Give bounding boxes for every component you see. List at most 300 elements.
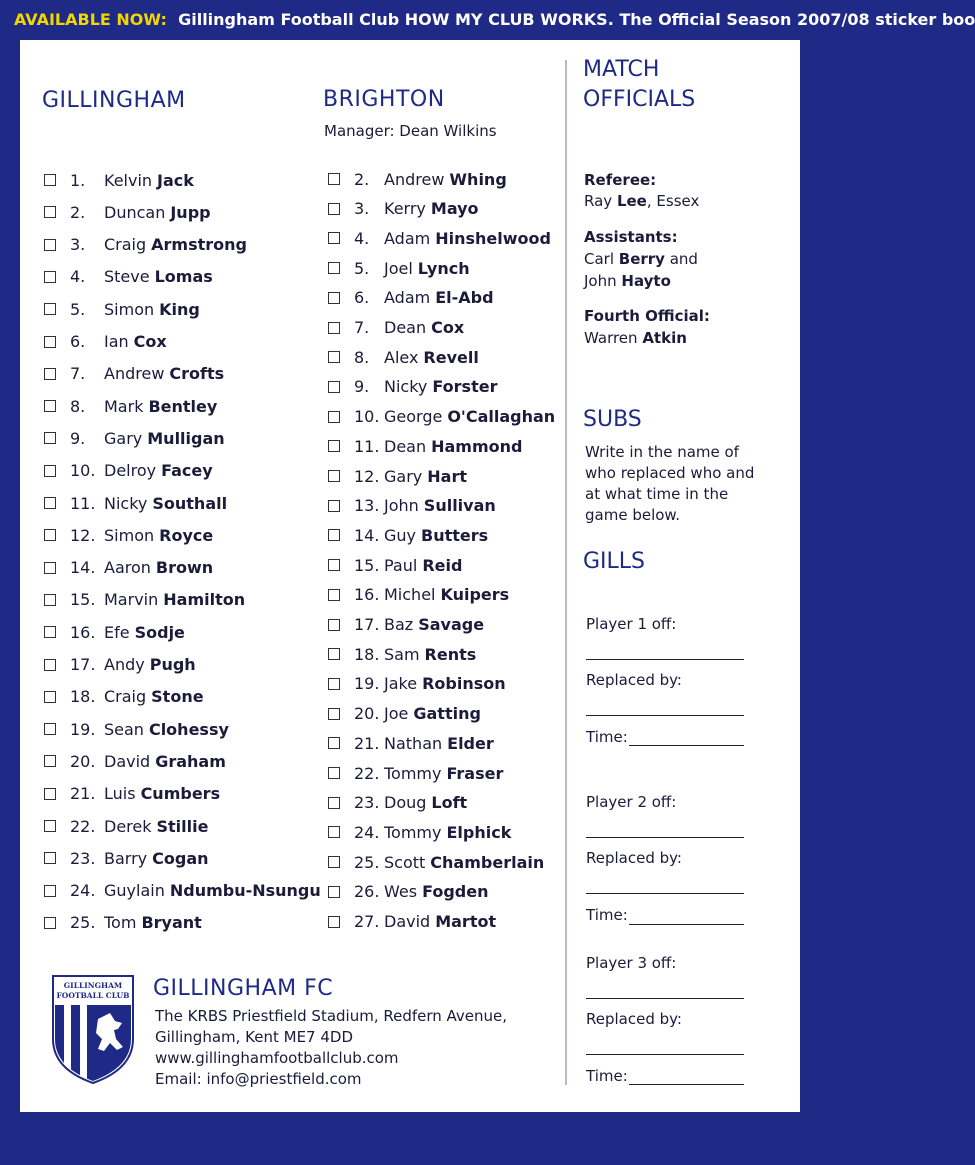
player-last-name: Forster [432,377,498,397]
home-team-title: GILLINGHAM [42,88,186,113]
officials-title-line2: OFFICIALS [583,87,696,112]
player-checkbox[interactable] [328,351,340,363]
player-first-name: Simon [104,299,155,319]
player-last-name: Lomas [154,267,213,287]
home-player-row [44,717,229,741]
player-first-name: Nathan [384,733,443,753]
away-manager: Manager: Dean Wilkins [324,122,497,140]
player-first-name: Andy [104,655,145,674]
away-player-row [328,345,479,369]
player-last-name: Crofts [169,364,225,384]
top-banner [0,0,975,40]
player-number: 19. [70,719,96,739]
player-1-replaced-field[interactable] [586,715,744,716]
player-3-replaced-label: Replaced by: [586,1010,682,1028]
player-first-name: Craig [104,235,147,255]
player-last-name: Clohessy [148,719,229,739]
player-checkbox[interactable] [328,470,340,482]
player-first-name: Kelvin [104,170,153,190]
player-checkbox[interactable] [328,559,340,571]
player-first-name: Kerry [384,199,426,219]
player-checkbox[interactable] [44,852,56,864]
player-last-name: Hart [427,466,467,486]
player-checkbox[interactable] [44,691,56,703]
player-first-name: Duncan [104,202,166,222]
player-number: 14. [70,558,96,578]
player-checkbox[interactable] [44,594,56,606]
player-first-name: Andrew [104,364,165,384]
player-checkbox[interactable] [328,886,340,898]
away-player-row [328,731,494,755]
player-checkbox[interactable] [328,232,340,244]
player-last-name: Hamilton [163,590,246,610]
home-player-row [44,523,213,547]
player-number: 17. [354,615,380,634]
player-last-name: Jack [157,170,194,190]
home-player-row [44,362,224,386]
player-last-name: Hammond [431,436,523,456]
player-first-name: Joel [384,258,413,278]
player-first-name: Adam [384,228,431,248]
player-number: 16. [354,585,380,605]
home-player-row [44,426,225,450]
player-checkbox[interactable] [44,820,56,832]
player-number: 22. [354,763,380,783]
assistant-1-suffix: and [664,250,698,268]
player-first-name: Dean [384,318,427,337]
player-last-name: King [159,299,200,319]
player-checkbox[interactable] [44,917,56,929]
player-number: 23. [70,848,96,868]
player-checkbox[interactable] [44,400,56,412]
fourth-official-name [584,328,687,349]
away-player-row [328,820,511,844]
player-last-name: Sodje [134,622,185,642]
banner-highlight: AVAILABLE NOW: [14,10,167,29]
player-number: 8. [354,347,370,367]
player-first-name: Wes [384,882,418,902]
player-first-name: Paul [384,555,418,575]
player-number: 21. [354,733,380,753]
player-number: 26. [354,882,380,902]
player-first-name: Marvin [104,590,159,610]
player-number: 17. [70,655,96,674]
player-last-name: Chamberlain [430,852,545,872]
player-checkbox[interactable] [44,788,56,800]
player-3-off-field[interactable] [586,998,744,999]
home-player-row [44,297,200,321]
away-player-row [328,910,496,934]
player-number: 15. [354,555,380,575]
away-player-row [328,702,481,726]
player-checkbox[interactable] [44,723,56,735]
player-3-time-label: Time: [586,1067,628,1085]
away-player-row [328,286,494,310]
player-checkbox[interactable] [328,856,340,868]
player-number: 6. [354,288,370,308]
player-first-name: Doug [384,793,427,813]
player-number: 12. [70,525,96,545]
away-player-row [328,553,462,577]
crest-text-line1: GILLINGHAM [63,981,123,990]
player-number: 11. [70,493,96,513]
home-player-row [44,168,194,192]
player-last-name: O'Callaghan [447,407,556,427]
player-last-name: Cox [431,318,465,337]
home-player-row [44,233,247,257]
referee-region: , Essex [646,192,700,210]
player-number: 6. [70,332,86,351]
player-number: 12. [354,466,380,486]
player-first-name: Guy [384,525,417,545]
player-first-name: Andrew [384,169,445,189]
player-number: 25. [354,852,380,872]
player-3-time-field[interactable] [629,1084,744,1085]
player-checkbox[interactable] [328,203,340,215]
player-last-name: Cumbers [140,784,221,804]
player-number: 22. [70,816,96,836]
player-number: 7. [70,364,86,384]
player-number: 9. [70,428,86,448]
away-player-row [328,167,507,191]
player-number: 20. [354,704,380,724]
player-last-name: Bryant [141,913,202,933]
player-last-name: Martot [435,912,497,931]
player-number: 25. [70,913,96,933]
player-number: 23. [354,793,380,813]
referee-label: Referee: [584,171,657,189]
assistant-1-first: Carl [584,250,614,268]
player-checkbox[interactable] [44,529,56,541]
player-checkbox[interactable] [44,206,56,218]
player-number: 3. [70,235,86,255]
player-1-off-label: Player 1 off: [586,615,677,633]
player-last-name: Fraser [446,763,504,783]
player-checkbox[interactable] [44,174,56,186]
player-first-name: Nicky [104,493,148,513]
assistant-2-first: John [584,272,617,290]
subs-title: SUBS [583,407,642,432]
player-first-name: David [104,751,151,771]
player-checkbox[interactable] [328,322,340,334]
away-player-row [328,583,509,607]
club-email-link[interactable]: Email: info@priestfield.com [155,1070,362,1088]
column-divider [565,60,567,1085]
player-checkbox[interactable] [44,271,56,283]
player-checkbox[interactable] [44,626,56,638]
player-last-name: Lynch [417,258,470,278]
player-checkbox[interactable] [44,562,56,574]
away-player-row [328,613,484,637]
player-number: 24. [70,881,96,901]
player-first-name: Sean [104,719,144,739]
gillingham-crest-logo [52,975,134,1083]
away-player-row [328,434,522,458]
player-number: 5. [70,299,86,319]
player-number: 16. [70,622,96,642]
player-first-name: Adam [384,288,431,308]
away-player-row [328,642,476,666]
player-first-name: Aaron [104,558,151,578]
player-last-name: Robinson [422,674,506,694]
player-3-replaced-field[interactable] [586,1054,744,1055]
player-2-off-label: Player 2 off: [586,793,677,811]
player-last-name: Whing [449,169,507,189]
player-number: 21. [70,784,96,804]
player-number: 4. [70,267,86,287]
player-first-name: Mark [104,396,144,416]
player-first-name: Tom [104,913,137,933]
away-player-row [328,494,496,518]
away-player-row [328,226,551,250]
player-last-name: Royce [159,525,214,545]
player-first-name: Alex [384,347,419,367]
home-player-row [44,394,217,418]
player-first-name: Derek [104,816,152,836]
player-number: 14. [354,525,380,545]
player-first-name: Gary [384,466,423,486]
home-player-row [44,911,202,935]
player-checkbox[interactable] [328,737,340,749]
player-number: 11. [354,436,380,456]
player-last-name: Rents [424,644,477,664]
assistant-2 [584,271,671,292]
player-first-name: Tommy [384,822,442,842]
player-last-name: Bentley [148,396,218,416]
subs-instructions: Write in the name of who replaced who and at what time in the game below. [585,443,755,524]
player-last-name: Southall [152,493,228,513]
crest-text-line2: FOOTBALL CLUB [56,991,130,1000]
player-checkbox[interactable] [44,368,56,380]
player-checkbox[interactable] [328,173,340,185]
gills-title: GILLS [583,549,646,574]
player-first-name: Michel [384,585,436,605]
home-player-row [44,749,226,773]
player-checkbox[interactable] [328,529,340,541]
player-3-off-label: Player 3 off: [586,954,677,972]
player-number: 2. [70,202,86,222]
home-player-row [44,459,213,483]
home-player-row [44,200,211,224]
player-first-name: Efe [104,622,130,642]
player-checkbox[interactable] [328,767,340,779]
player-number: 2. [354,169,370,189]
away-player-row [328,375,497,399]
player-first-name: Guylain [104,881,165,901]
player-last-name: Cox [133,332,167,351]
player-first-name: Delroy [104,461,157,481]
player-number: 19. [354,674,380,694]
player-first-name: Joe [384,704,409,724]
player-last-name: Mulligan [147,428,225,448]
assistant-1-last: Berry [618,250,665,268]
home-player-row [44,814,208,838]
player-checkbox[interactable] [328,797,340,809]
player-last-name: Cogan [152,848,209,868]
player-number: 15. [70,590,96,610]
club-address-line1: The KRBS Priestfield Stadium, Redfern Avenue, [155,1007,508,1025]
player-last-name: Gatting [413,704,481,724]
officials-title [583,55,695,115]
player-2-replaced-field[interactable] [586,893,744,894]
player-first-name: Tommy [384,763,442,783]
player-last-name: Revell [423,347,479,367]
player-1-time-field[interactable] [629,745,744,746]
player-checkbox[interactable] [44,303,56,315]
home-player-row [44,653,196,677]
home-player-row [44,588,245,612]
player-2-time-field[interactable] [629,924,744,925]
player-last-name: Butters [421,525,489,545]
player-number: 20. [70,751,96,771]
referee-name [584,191,699,212]
player-number: 27. [354,912,380,931]
player-last-name: Reid [422,555,463,575]
assistant-2-last: Hayto [621,272,671,290]
player-last-name: El-Abd [435,288,494,308]
player-2-off-field[interactable] [586,837,744,838]
player-checkbox[interactable] [328,500,340,512]
player-first-name: George [384,407,443,427]
player-first-name: Nicky [384,377,428,397]
player-checkbox[interactable] [328,440,340,452]
banner-text: Gillingham Football Club HOW MY CLUB WORKS. The Official Season 2007/08 sticker boo [178,10,975,29]
assistant-1 [584,249,698,270]
away-player-row [328,464,467,488]
player-checkbox[interactable] [328,826,340,838]
home-player-row [44,685,204,709]
player-first-name: Gary [104,428,143,448]
player-checkbox[interactable] [328,262,340,274]
player-number: 4. [354,228,370,248]
player-first-name: Simon [104,525,155,545]
club-name: GILLINGHAM FC [153,976,334,1001]
home-player-row [44,556,213,580]
player-1-replaced-label: Replaced by: [586,671,682,689]
home-player-row [44,330,167,354]
player-first-name: Scott [384,852,426,872]
player-checkbox[interactable] [328,708,340,720]
player-number: 18. [70,687,96,707]
player-checkbox[interactable] [44,465,56,477]
player-checkbox[interactable] [328,619,340,631]
player-last-name: Stillie [156,816,209,836]
player-last-name: Hinshelwood [435,228,551,248]
home-player-row [44,879,321,903]
player-last-name: Loft [431,793,468,813]
player-last-name: Brown [155,558,214,578]
player-number: 5. [354,258,370,278]
away-player-row [328,880,488,904]
player-last-name: Mayo [430,199,479,219]
referee-last: Lee [616,192,647,210]
player-checkbox[interactable] [328,381,340,393]
player-last-name: Pugh [149,655,196,674]
player-first-name: Barry [104,848,148,868]
player-last-name: Armstrong [151,235,247,255]
away-player-row [328,850,544,874]
player-2-time-label: Time: [586,906,628,924]
player-number: 8. [70,396,86,416]
player-checkbox[interactable] [44,239,56,251]
player-checkbox[interactable] [44,659,56,671]
player-checkbox[interactable] [328,678,340,690]
player-checkbox[interactable] [44,885,56,897]
club-address-line2: Gillingham, Kent ME7 4DD [155,1028,354,1046]
player-checkbox[interactable] [44,755,56,767]
player-checkbox[interactable] [328,916,340,928]
away-player-row [328,523,488,547]
player-last-name: Stone [151,687,204,707]
player-2-replaced-label: Replaced by: [586,849,682,867]
officials-title-line1: MATCH [583,57,660,82]
player-checkbox[interactable] [328,292,340,304]
player-last-name: Facey [161,461,213,481]
player-checkbox[interactable] [328,589,340,601]
club-website-link[interactable]: www.gillinghamfootballclub.com [155,1049,399,1067]
player-first-name: Luis [104,784,136,804]
home-player-row [44,846,209,870]
player-last-name: Elphick [446,822,512,842]
fourth-official-first: Warren [584,329,638,347]
bottom-border [0,1112,800,1165]
player-checkbox[interactable] [44,336,56,348]
player-last-name: Graham [155,751,226,771]
player-first-name: John [384,496,419,516]
player-number: 9. [354,377,370,397]
player-number: 1. [70,170,86,190]
player-first-name: David [384,912,431,931]
away-player-row [328,197,479,221]
player-first-name: Dean [384,436,427,456]
away-player-row [328,316,464,340]
home-player-row [44,491,227,515]
home-player-row [44,782,220,806]
player-last-name: Sullivan [423,496,496,516]
player-checkbox[interactable] [328,648,340,660]
player-last-name: Kuipers [440,585,510,605]
player-number: 24. [354,822,380,842]
away-player-row [328,405,555,429]
player-first-name: Ian [104,332,129,351]
player-number: 10. [354,407,380,427]
player-number: 3. [354,199,370,219]
player-first-name: Steve [104,267,150,287]
fourth-official-label: Fourth Official: [584,307,710,325]
away-player-row [328,672,506,696]
player-last-name: Fogden [422,882,489,902]
player-checkbox[interactable] [328,411,340,423]
home-player-row [44,620,185,644]
player-first-name: Sam [384,644,420,664]
away-player-row [328,256,470,280]
player-first-name: Jake [384,674,418,694]
player-first-name: Baz [384,615,414,634]
player-number: 7. [354,318,370,337]
player-1-off-field[interactable] [586,659,744,660]
away-player-row [328,761,503,785]
player-number: 10. [70,461,96,481]
referee-first: Ray [584,192,613,210]
away-team-title: BRIGHTON [323,87,445,112]
player-checkbox[interactable] [44,432,56,444]
player-last-name: Elder [447,733,494,753]
home-player-row [44,265,213,289]
player-checkbox[interactable] [44,497,56,509]
assistants-label: Assistants: [584,228,678,246]
player-last-name: Jupp [170,202,211,222]
player-1-time-label: Time: [586,728,628,746]
